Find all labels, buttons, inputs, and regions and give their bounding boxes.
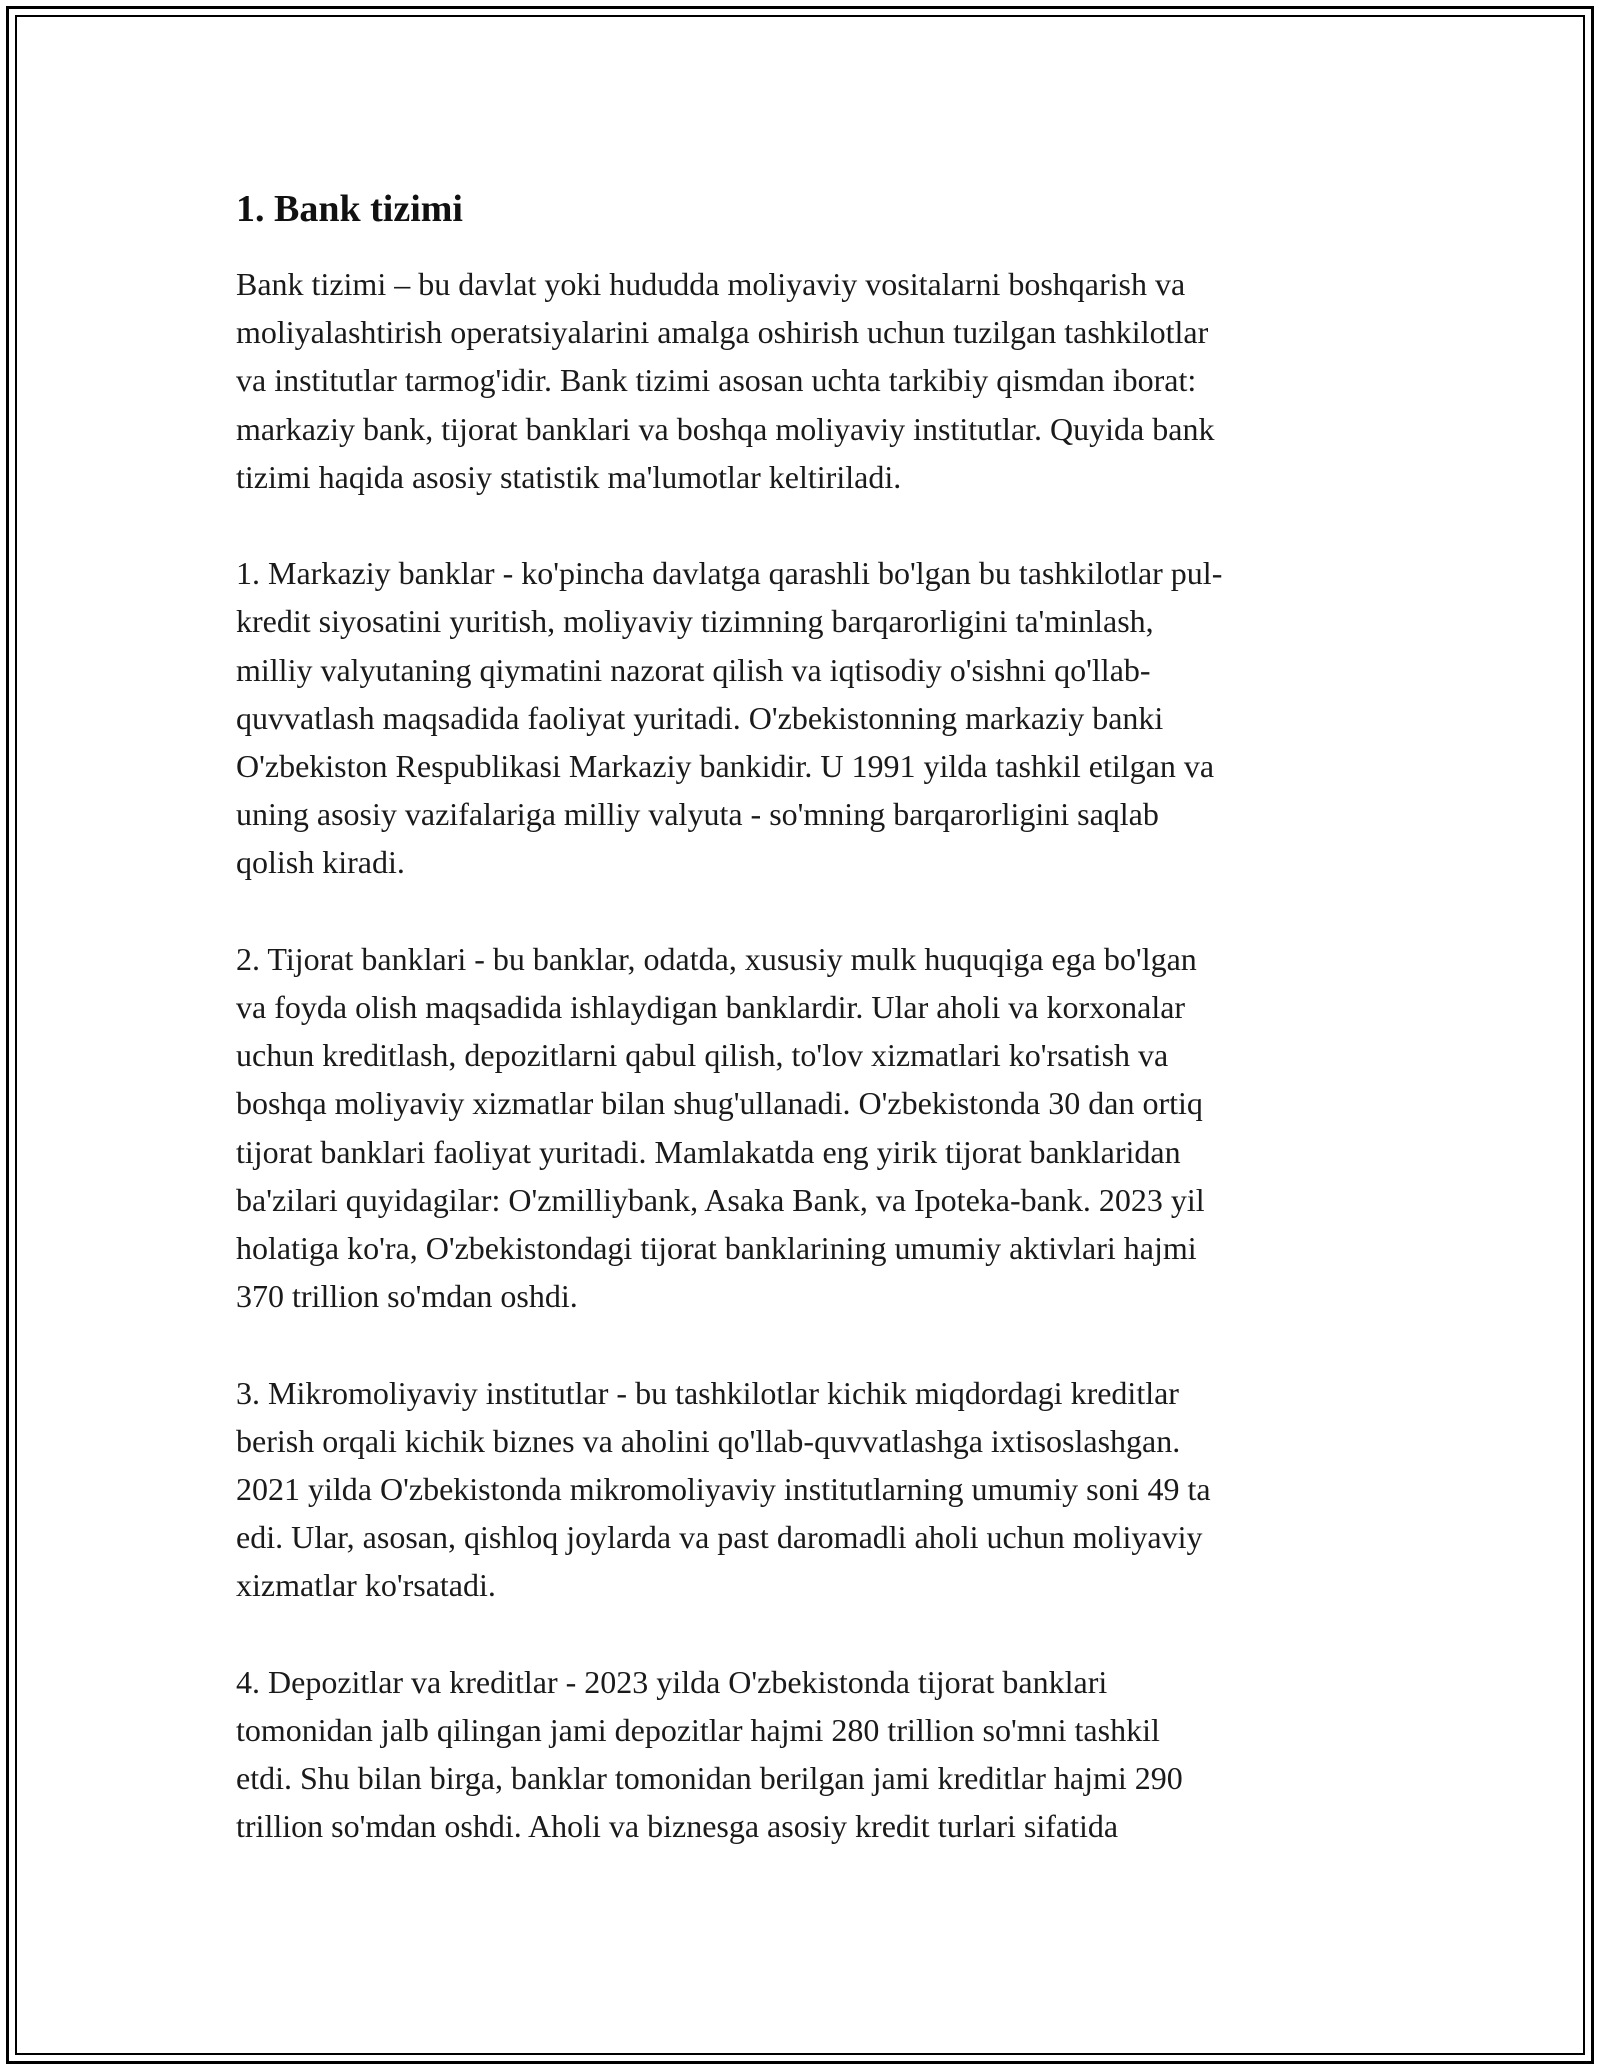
text-line: 2021 yilda O'zbekistonda mikromoliyaviy institutlarning umumiy soni 49 ta [236,1471,1211,1508]
text-line: ba'zilari quyidagilar: O'zmilliybank, Asaka Bank, va Ipoteka-bank. 2023 yil [236,1181,1205,1218]
text-line: quvvatlash maqsadida faoliyat yuritadi. O'zbekistonning markaziy banki [236,699,1164,736]
text-line: uchun kreditlash, depozitlarni qabul qilish, to'lov xizmatlari ko'rsatish va [236,1037,1169,1074]
text-line: va institutlar tarmog'idir. Bank tizimi asosan uchta tarkibiy qismdan iborat: [236,362,1197,399]
text-line: boshqa moliyaviy xizmatlar bilan shug'ullanadi. O'zbekistonda 30 dan ortiq [236,1085,1203,1122]
paragraph-5 [236,1658,1386,1851]
text-line: va foyda olish maqsadida ishlaydigan banklardir. Ular aholi va korxonalar [236,989,1186,1026]
text-line: uning asosiy vazifalariga milliy valyuta - so'mning barqarorligini saqlab [236,796,1159,833]
document-body [236,186,1386,1899]
text-line: 1. Markaziy banklar - ko'pincha davlatga qarashli bo'lgan bu tashkilotlar pul- [236,555,1223,592]
text-line: edi. Ular, asosan, qishloq joylarda va past daromadli aholi uchun moliyaviy [236,1519,1203,1556]
text-line: etdi. Shu bilan birga, banklar tomonidan berilgan jami kreditlar hajmi 290 [236,1760,1183,1797]
paragraph-4 [236,1369,1386,1610]
paragraph-list [236,260,1386,1851]
text-line: milliy valyutaning qiymatini nazorat qilish va iqtisodiy o'sishni qo'llab- [236,651,1151,688]
text-line: 4. Depozitlar va kreditlar - 2023 yilda O'zbekistonda tijorat banklari [236,1663,1108,1700]
text-line: tomonidan jalb qilingan jami depozitlar hajmi 280 trillion so'mni tashkil [236,1712,1160,1749]
text-line: 370 trillion so'mdan oshdi. [236,1278,578,1315]
section-heading: 1. Bank tizimi [236,188,463,230]
text-line: 3. Mikromoliyaviy institutlar - bu tashkilotlar kichik miqdordagi kreditlar [236,1374,1179,1411]
paragraph-2 [236,549,1386,886]
text-line: moliyalashtirish operatsiyalarini amalga oshirish uchun tuzilgan tashkilotlar [236,314,1209,351]
text-line: holatiga ko'ra, O'zbekistondagi tijorat banklarining umumiy aktivlari hajmi [236,1230,1197,1267]
text-line: xizmatlar ko'rsatadi. [236,1567,496,1604]
text-line: O'zbekiston Respublikasi Markaziy bankidir. U 1991 yilda tashkil etilgan va [236,748,1215,785]
paragraph-1 [236,260,1386,501]
paragraph-3 [236,935,1386,1321]
text-line: markaziy bank, tijorat banklari va boshqa moliyaviy institutlar. Quyida bank [236,410,1215,447]
text-line: berish orqali kichik biznes va aholini qo'llab-quvvatlashga ixtisoslashgan. [236,1422,1181,1459]
text-line: trillion so'mdan oshdi. Aholi va biznesga asosiy kredit turlari sifatida [236,1808,1119,1845]
text-line: 2. Tijorat banklari - bu banklar, odatda, xususiy mulk huquqiga ega bo'lgan [236,940,1197,977]
text-line: Bank tizimi – bu davlat yoki hududda moliyaviy vositalarni boshqarish va [236,266,1186,302]
text-line: kredit siyosatini yuritish, moliyaviy tizimning barqarorligini ta'minlash, [236,603,1154,640]
text-line: tizimi haqida asosiy statistik ma'lumotlar keltiriladi. [236,458,902,495]
text-line: qolish kiradi. [236,844,405,881]
text-line: tijorat banklari faoliyat yuritadi. Mamlakatda eng yirik tijorat banklaridan [236,1133,1181,1170]
